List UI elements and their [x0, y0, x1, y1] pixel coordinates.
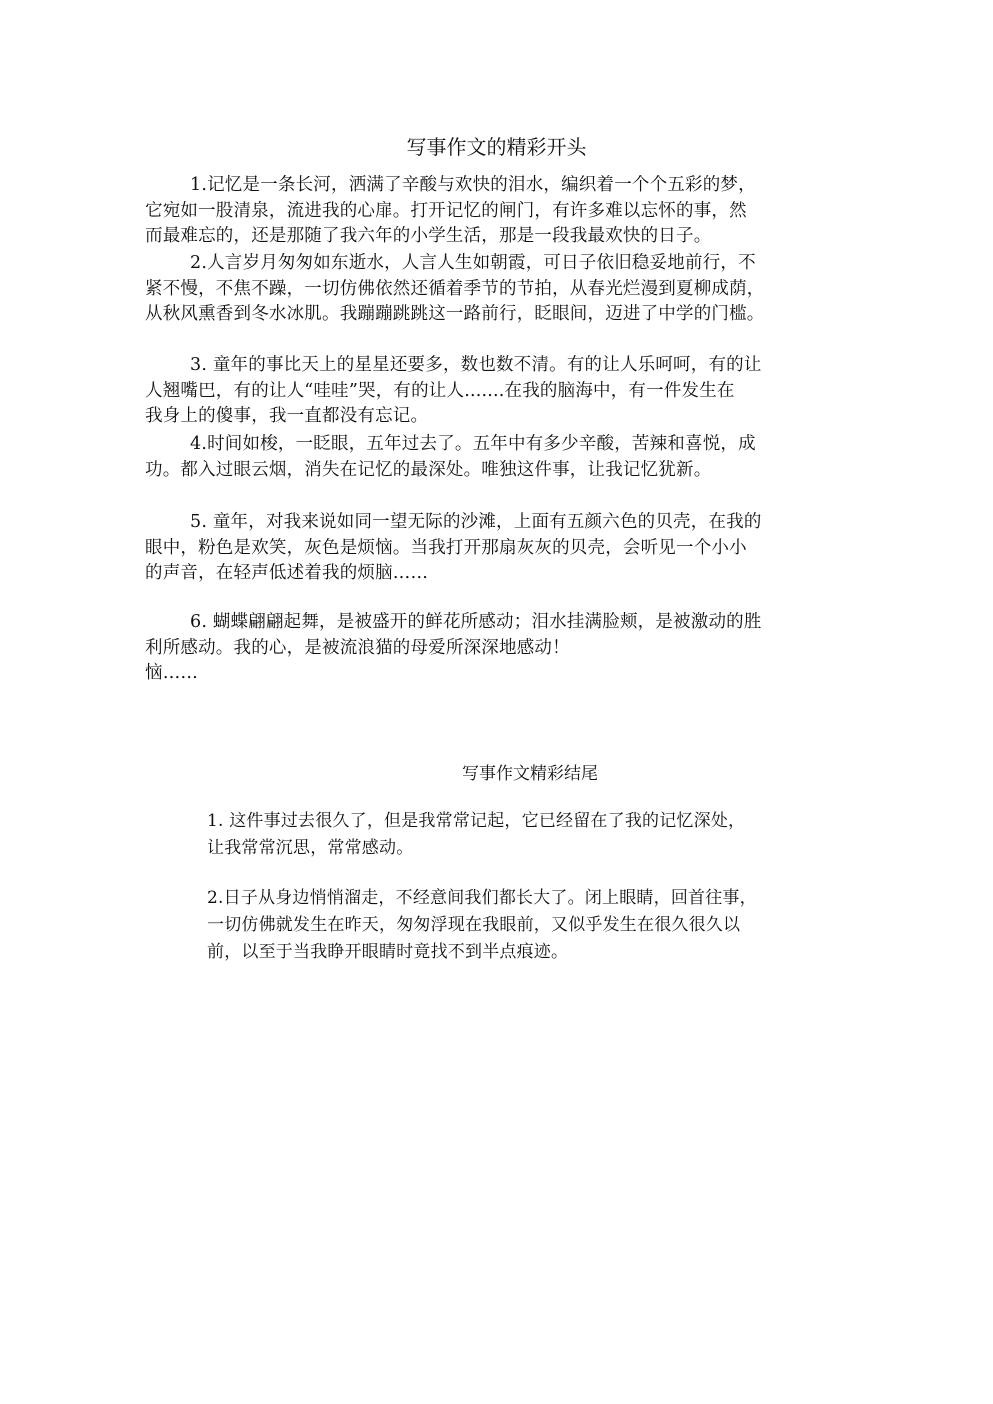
- opening-paragraph-6: [145, 610, 845, 687]
- paragraph-line: 3. 童年的事比天上的星星还要多，数也数不清。有的让人乐呵呵，有的让: [190, 355, 762, 375]
- closing-title: 写事作文精彩结尾: [462, 764, 598, 784]
- paragraph-line: 2.人言岁月匆匆如东逝水，人言人生如朝霞，可日子依旧稳妥地前行，不: [190, 253, 756, 273]
- closing-paragraph-2: [207, 885, 835, 966]
- paragraph-line: 5. 童年，对我来说如同一望无际的沙滩，上面有五颜六色的贝壳，在我的: [190, 512, 762, 532]
- paragraph-line: 的声音，在轻声低述着我的烦脑……: [145, 563, 429, 583]
- paragraph-line: 1.记忆是一条长河，洒满了辛酸与欢快的泪水，编织着一个个五彩的梦，: [190, 175, 756, 195]
- opening-paragraph-3: [145, 353, 845, 430]
- paragraph-line: 前，以至于当我睁开眼睛时竟找不到半点痕迹。: [207, 942, 569, 962]
- paragraph-line: 1. 这件事过去很久了，但是我常常记起，它已经留在了我的记忆深处，: [207, 811, 746, 831]
- paragraph-line: 紧不慢，不焦不躁，一切仿佛依然还循着季节的节拍，从春光烂漫到夏柳成荫，: [145, 278, 765, 299]
- paragraph-line: 人翘嘴巴，有的让人“哇哇”哭，有的让人.......在我的脑海中，有一件发生在: [145, 380, 735, 401]
- paragraph-line: 它宛如一股清泉，流进我的心扉。打开记忆的闸门，有许多难以忘怀的事，然: [145, 200, 747, 221]
- paragraph-line: 一切仿佛就发生在昨天，匆匆浮现在我眼前，又似乎发生在很久很久以: [207, 915, 741, 935]
- paragraph-line: 眼中，粉色是欢笑，灰色是烦恼。当我打开那扇灰灰的贝壳，会听见一个小小: [145, 537, 747, 558]
- paragraph-line: 恼……: [145, 663, 199, 683]
- paragraph-line: 利所感动。我的心，是被流浪猫的母爱所深深地感动！: [145, 637, 570, 658]
- paragraph-line: 从秋风熏香到冬水冰肌。我蹦蹦跳跳这一路前行，眨眼间，迈进了中学的门槛。: [145, 304, 765, 324]
- closing-paragraph-1: [207, 808, 835, 862]
- opening-paragraph-5: [145, 510, 845, 587]
- opening-paragraph-2: [145, 251, 845, 328]
- paragraph-line: 4.时间如梭，一眨眼，五年过去了。五年中有多少辛酸，苦辣和喜悦，成: [190, 434, 756, 454]
- opening-title: 写事作文的精彩开头: [406, 135, 587, 159]
- paragraph-line: 2.日子从身边悄悄溜走，不经意间我们都长大了。闭上眼睛，回首往事，: [207, 888, 757, 908]
- paragraph-line: 6. 蝴蝶翩翩起舞，是被盛开的鲜花所感动；泪水挂满脸颊，是被激动的胜: [190, 612, 762, 632]
- opening-paragraph-1: [145, 173, 845, 250]
- paragraph-line: 让我常常沉思，常常感动。: [207, 838, 414, 858]
- opening-paragraph-4: [145, 432, 845, 483]
- paragraph-line: 我身上的傻事，我一直都没有忘记。: [145, 406, 429, 426]
- paragraph-line: 功。都入过眼云烟，消失在记忆的最深处。唯独这件事，让我记忆犹新。: [145, 459, 712, 480]
- paragraph-line: 而最难忘的，还是那随了我六年的小学生活，那是一段我最欢快的日子。: [145, 226, 712, 246]
